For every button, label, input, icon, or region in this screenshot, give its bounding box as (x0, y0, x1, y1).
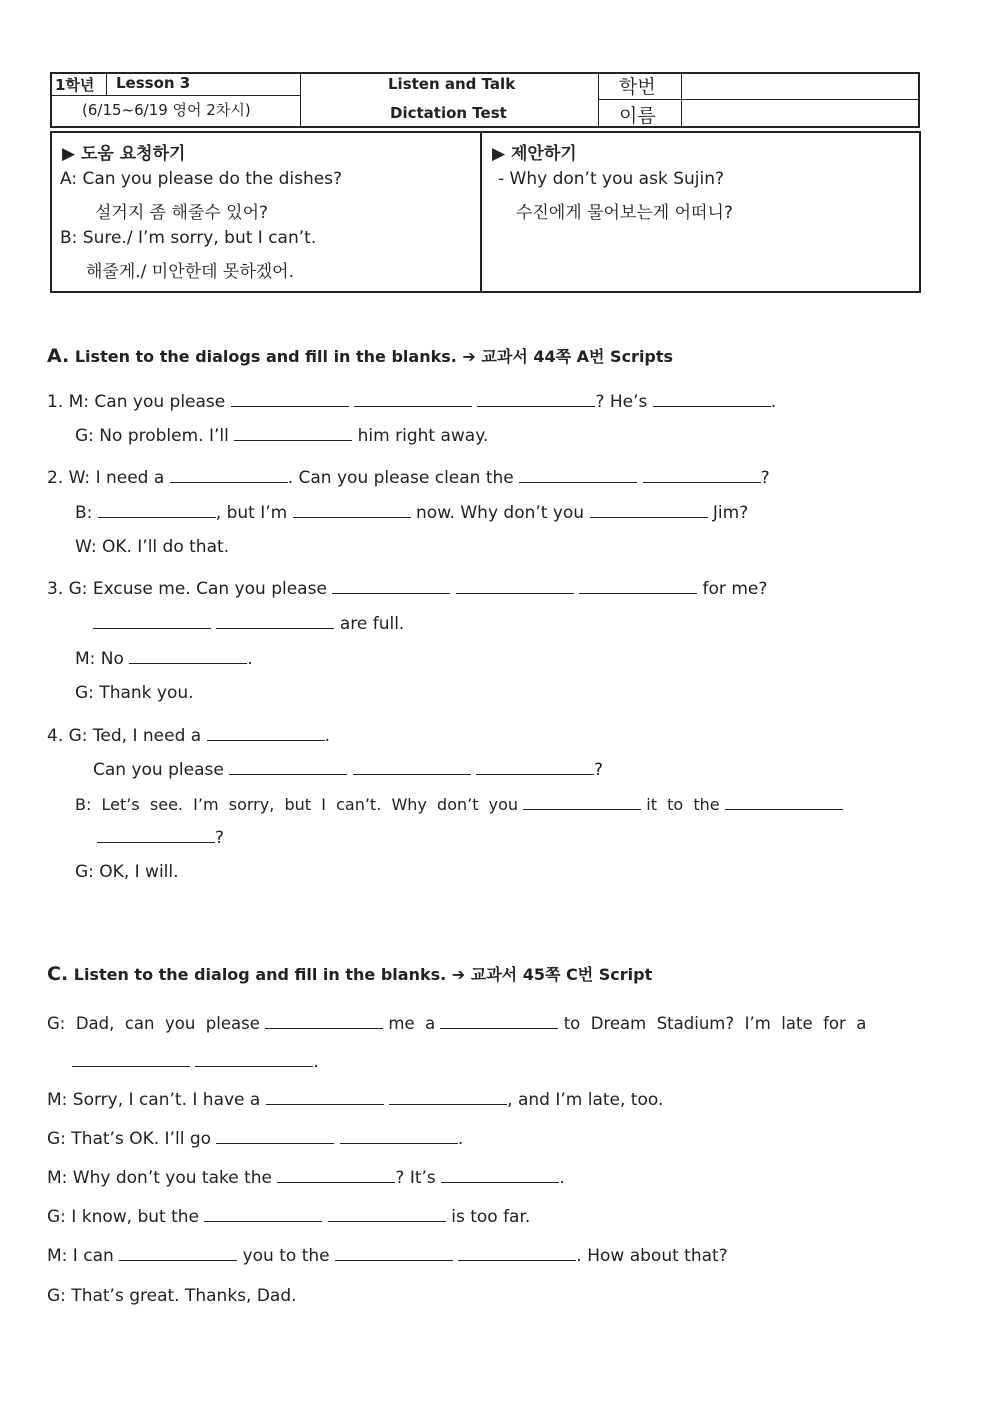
help-line: 해줄게./ 미안한데 못하겠어. (86, 262, 294, 282)
blank-field[interactable] (293, 503, 411, 518)
dialog-line: ? (97, 828, 224, 848)
section-instructions: Listen to the dialog and fill in the blanks. (73, 965, 447, 984)
help-heading: ▶ 도움 요청하기 (62, 144, 186, 164)
name-field[interactable] (683, 101, 917, 126)
title-listen-talk: Listen and Talk (388, 75, 516, 93)
blank-field[interactable] (579, 579, 697, 594)
blank-field[interactable] (97, 828, 215, 843)
suggest-line: 수진에게 물어보는게 어떠니? (516, 203, 733, 223)
dialog-line: G: That’s OK. I’ll go . (47, 1129, 464, 1149)
blank-field[interactable] (335, 1246, 453, 1261)
dialog-line: . (72, 1052, 319, 1072)
blank-field[interactable] (328, 1207, 446, 1222)
dialog-line: M: Why don’t you take the ? It’s . (47, 1168, 565, 1188)
blank-field[interactable] (129, 649, 247, 664)
blank-field[interactable] (98, 503, 216, 518)
blank-field[interactable] (195, 1052, 313, 1067)
blank-field[interactable] (216, 614, 334, 629)
blank-field[interactable] (523, 795, 641, 810)
blank-field[interactable] (93, 614, 211, 629)
arrow-icon: ➔ (462, 347, 476, 366)
dialog-line: W: OK. I’ll do that. (75, 537, 230, 557)
dialog-line: G: No problem. I’ll him right away. (75, 426, 489, 446)
blank-field[interactable] (266, 1090, 384, 1105)
student-no-label: 학번 (619, 76, 656, 98)
blank-field[interactable] (441, 1168, 559, 1183)
help-line: B: Sure./ I’m sorry, but I can’t. (60, 228, 317, 248)
dialog-line: G: I know, but the is too far. (47, 1207, 531, 1227)
dialog-line: M: No . (75, 649, 253, 669)
section-a-title (47, 344, 673, 367)
blank-field[interactable] (119, 1246, 237, 1261)
blank-field[interactable] (477, 392, 595, 407)
blank-field[interactable] (204, 1207, 322, 1222)
arrow-icon: ➔ (451, 965, 466, 984)
blank-field[interactable] (265, 1014, 383, 1029)
blank-field[interactable] (231, 392, 349, 407)
blank-field[interactable] (590, 503, 708, 518)
divider (106, 72, 107, 95)
help-line: 설거지 좀 해줄수 있어? (95, 203, 269, 223)
blank-field[interactable] (170, 468, 288, 483)
dialog-line: M: Sorry, I can’t. I have a , and I’m late, too. (47, 1090, 664, 1110)
dates-label: (6/15~6/19 영어 2차시) (82, 101, 251, 119)
suggest-line: - Why don’t you ask Sujin? (498, 169, 724, 189)
section-letter: A. (47, 345, 70, 367)
blank-field[interactable] (643, 468, 761, 483)
divider (681, 72, 682, 128)
dialog-line: Can you please ? (93, 760, 604, 780)
blank-field[interactable] (458, 1246, 576, 1261)
dialog-line: are full. (93, 614, 404, 634)
blank-field[interactable] (207, 726, 325, 741)
blank-field[interactable] (340, 1129, 458, 1144)
blank-field[interactable] (216, 1129, 334, 1144)
blank-field[interactable] (332, 579, 450, 594)
dialog-line: 2. W: I need a . Can you please clean the ? (47, 468, 770, 488)
divider (598, 99, 920, 100)
dialog-line: 4. G: Ted, I need a . (47, 726, 331, 746)
help-line: A: Can you please do the dishes? (60, 169, 343, 189)
dialog-line: B: Let’s see. I’m sorry, but I can’t. Why don’t you it to the (75, 795, 843, 814)
blank-field[interactable] (440, 1014, 558, 1029)
dialog-line: 3. G: Excuse me. Can you please for me? (47, 579, 768, 599)
lesson-label: Lesson 3 (116, 74, 191, 92)
name-label: 이름 (619, 105, 656, 127)
suggest-heading: ▶ 제안하기 (492, 144, 577, 164)
blank-field[interactable] (725, 795, 843, 810)
textbook-ref: 교과서 45쪽 C번 Script (470, 965, 653, 984)
section-c-title (47, 962, 652, 985)
divider (480, 131, 482, 293)
student-no-field[interactable] (683, 74, 917, 98)
blank-field[interactable] (476, 760, 594, 775)
section-instructions: Listen to the dialogs and fill in the blanks. (74, 347, 457, 366)
dialog-line: B: , but I’m now. Why don’t you Jim? (75, 503, 749, 523)
title-dictation: Dictation Test (390, 104, 507, 122)
blank-field[interactable] (72, 1052, 190, 1067)
dialog-line: G: That’s great. Thanks, Dad. (47, 1286, 297, 1306)
blank-field[interactable] (519, 468, 637, 483)
dialog-line: M: I can you to the . How about that? (47, 1246, 728, 1266)
dialog-line: G: OK, I will. (75, 862, 179, 882)
dialog-line: G: Dad, can you please me a to Dream Stadium? I’m late for a (47, 1014, 867, 1033)
blank-field[interactable] (389, 1090, 507, 1105)
blank-field[interactable] (653, 392, 771, 407)
dialog-line: 1. M: Can you please ? He’s . (47, 392, 777, 412)
grade-label: 1학년 (55, 76, 95, 94)
blank-field[interactable] (354, 392, 472, 407)
blank-field[interactable] (456, 579, 574, 594)
blank-field[interactable] (234, 426, 352, 441)
blank-field[interactable] (229, 760, 347, 775)
dialog-line: G: Thank you. (75, 683, 194, 703)
textbook-ref: 교과서 44쪽 A번 Scripts (481, 347, 674, 366)
divider (300, 72, 301, 128)
blank-field[interactable] (353, 760, 471, 775)
divider (598, 72, 599, 128)
blank-field[interactable] (277, 1168, 395, 1183)
section-letter: C. (47, 963, 69, 985)
divider (50, 95, 300, 96)
